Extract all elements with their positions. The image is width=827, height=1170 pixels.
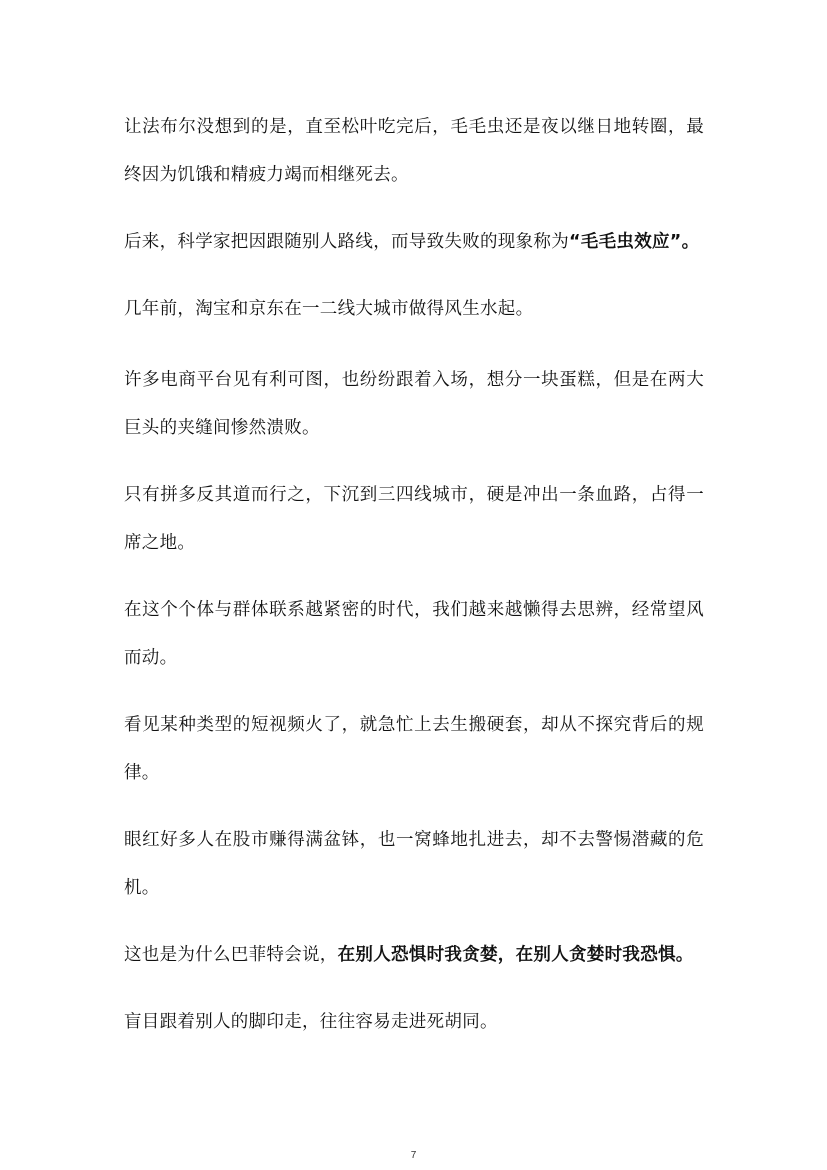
- paragraph-6: [124, 586, 704, 682]
- paragraph-text: 这也是为什么巴菲特会说，: [124, 945, 338, 965]
- page-number: 7: [410, 1150, 417, 1161]
- paragraph-bold-text: “毛毛虫效应”。: [569, 232, 700, 252]
- paragraph-text: 眼红好多人在股市赚得满盆钵，也一窝蜂地扎进去，却不去警惕潜藏的危机。: [124, 830, 704, 898]
- paragraph-3: [124, 285, 704, 333]
- paragraph-2: [124, 218, 704, 266]
- paragraph-text: 只有拼多反其道而行之，下沉到三四线城市，硬是冲出一条血路，占得一席之地。: [124, 485, 704, 553]
- document-body: [124, 103, 704, 1069]
- paragraph-text: 几年前，淘宝和京东在一二线大城市做得风生水起。: [124, 299, 534, 319]
- paragraph-text: 许多电商平台见有利可图，也纷纷跟着入场，想分一块蛋糕，但是在两大巨头的夹缝间惨然溃败。: [124, 370, 704, 438]
- paragraph-8: [124, 816, 704, 912]
- paragraph-10: [124, 998, 704, 1046]
- paragraph-7: [124, 701, 704, 797]
- paragraph-9: [124, 931, 704, 979]
- paragraph-text: 在这个个体与群体联系越紧密的时代，我们越来越懒得去思辨，经常望风而动。: [124, 600, 704, 668]
- paragraph-text: 盲目跟着别人的脚印走，往往容易走进死胡同。: [124, 1012, 498, 1032]
- paragraph-4: [124, 356, 704, 452]
- paragraph-text: 后来，科学家把因跟随别人路线，而导致失败的现象称为: [124, 232, 569, 252]
- paragraph-text: 看见某种类型的短视频火了，就急忙上去生搬硬套，却从不探究背后的规律。: [124, 715, 704, 783]
- paragraph-bold-text: 在别人恐惧时我贪婪，在别人贪婪时我恐惧。: [337, 945, 694, 965]
- paragraph-text: 让法布尔没想到的是，直至松叶吃完后，毛毛虫还是夜以继日地转圈，最终因为饥饿和精疲力竭而相继死去。: [124, 117, 704, 185]
- paragraph-5: [124, 471, 704, 567]
- paragraph-1: [124, 103, 704, 199]
